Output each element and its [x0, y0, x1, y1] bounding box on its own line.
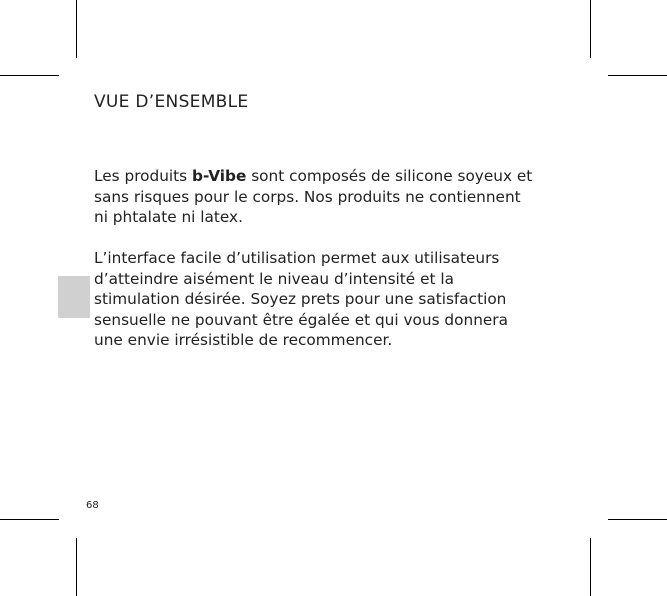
crop-mark-bottom-right-vertical: [590, 538, 591, 596]
paragraph-1-prefix: Les produits: [94, 167, 193, 185]
section-tab-marker: [58, 276, 90, 318]
crop-mark-top-right-vertical: [590, 0, 591, 58]
page-number: 68: [86, 500, 99, 511]
brand-name: b-Vibe: [192, 167, 247, 185]
body-text: [94, 166, 539, 351]
paragraph-1: [94, 166, 539, 228]
crop-mark-bottom-left-vertical: [76, 538, 77, 596]
crop-mark-top-right-horizontal: [608, 75, 667, 76]
crop-mark-bottom-right-horizontal: [608, 519, 667, 520]
crop-mark-top-left-horizontal: [0, 75, 59, 76]
paragraph-2: L’interface facile d’utilisation permet aux utilisateurs d’atteindre aisément le niveau d’intensité et la stimulation désirée. Soyez prets pour une satisfaction sensuelle ne pouvant être égalée et qui vous donnera une envie irrésistible de recommencer.: [94, 249, 508, 349]
paragraph-1-suffix: sont composés de silicone soyeux et sans risques pour le corps. Nos produits ne contiennent ni phtalate ni latex.: [94, 167, 533, 226]
crop-mark-top-left-vertical: [76, 0, 77, 58]
crop-mark-bottom-left-horizontal: [0, 519, 59, 520]
section-title: VUE D’ENSEMBLE: [94, 92, 249, 112]
